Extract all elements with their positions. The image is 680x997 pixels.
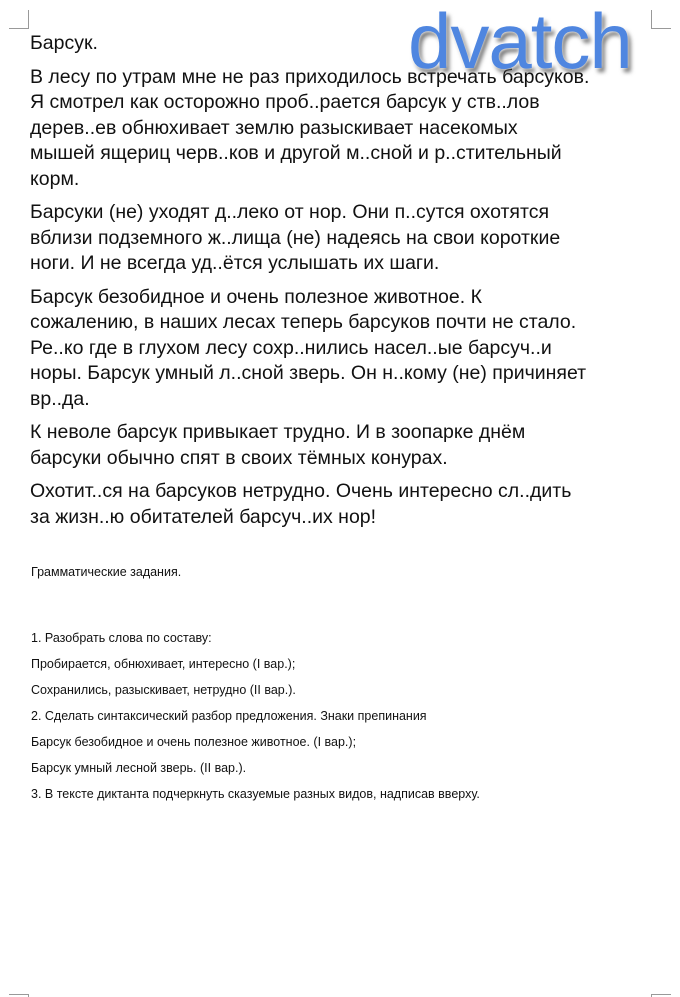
page-corner-mark-tl: [28, 10, 29, 29]
paragraph-line: Ре..ко где в глухом лесу сохр..нились насел..ые барсуч..и: [30, 336, 552, 359]
paragraph-line: Барсуки (не) уходят д..леко от нор. Они п..сутся охотятся: [30, 201, 550, 223]
paragraph-line: дерев..ев обнюхивает землю разыскивает насекомых: [30, 116, 518, 139]
task-line: 1. Разобрать слова по составу:: [31, 631, 212, 645]
paragraph-line: сожалению, в наших лесах теперь барсуков почти не стало.: [30, 311, 577, 333]
task-line: Пробирается, обнюхивает, интересно (I вар.);: [31, 657, 296, 671]
paragraph-line: Охотит..ся на барсуков нетрудно. Очень интересно сл..дить: [30, 480, 572, 502]
page-corner-mark-tl: [9, 28, 29, 29]
paragraph-line: Барсук безобидное и очень полезное животное. К: [30, 285, 482, 308]
tasks-heading: Грамматические задания.: [31, 565, 182, 579]
paragraph: [30, 479, 670, 530]
paragraph-line: мышей ящериц черв..ков и другой м..сной и р..стительный: [30, 142, 562, 164]
page-corner-mark-tr: [651, 28, 671, 29]
paragraph-line: ноги. И не всегда уд..ётся услышать их шаги.: [30, 252, 440, 274]
watermark-logo: dvatch: [408, 0, 632, 85]
paragraph-line: норы. Барсук умный л..сной зверь. Он н..кому (не) причиняет: [30, 362, 587, 384]
paragraph-line: за жизн..ю обитателей барсуч..их нор!: [30, 505, 377, 528]
task-line: Барсук безобидное и очень полезное животное. (I вар.);: [31, 735, 357, 749]
paragraph-line: барсуки обычно спят в своих тёмных конурах.: [30, 446, 448, 469]
paragraph-line: вр..да.: [30, 387, 90, 410]
page-corner-mark-tr: [651, 10, 652, 29]
paragraph-line: В лесу по утрам мне не раз приходилось встречать барсуков.: [30, 65, 590, 88]
task-line: 2. Сделать синтаксический разбор предложения. Знаки препинания: [31, 709, 427, 723]
task-line: 3. В тексте диктанта подчеркнуть сказуемые разных видов, надписав вверху.: [31, 787, 480, 801]
task-line: Барсук умный лесной зверь. (II вар.).: [31, 761, 247, 775]
paragraph-line: Я смотрел как осторожно проб..рается барсук у ств..лов: [30, 91, 540, 113]
paragraph-line: корм.: [30, 167, 80, 190]
page-corner-mark-bl: [9, 994, 29, 995]
page-corner-mark-br: [651, 994, 671, 995]
paragraph-line: вблизи подземного ж..лища (не) надеясь на свои короткие: [30, 226, 561, 249]
paragraph: [30, 200, 670, 277]
title-text: Барсук.: [30, 32, 98, 54]
paragraph: [30, 285, 670, 413]
paragraph: [30, 420, 670, 471]
document-body: [30, 31, 670, 538]
paragraph-line: К неволе барсук привыкает трудно. И в зоопарке днём: [30, 421, 526, 443]
task-line: Сохранились, разыскивает, нетрудно (II вар.).: [31, 683, 296, 697]
